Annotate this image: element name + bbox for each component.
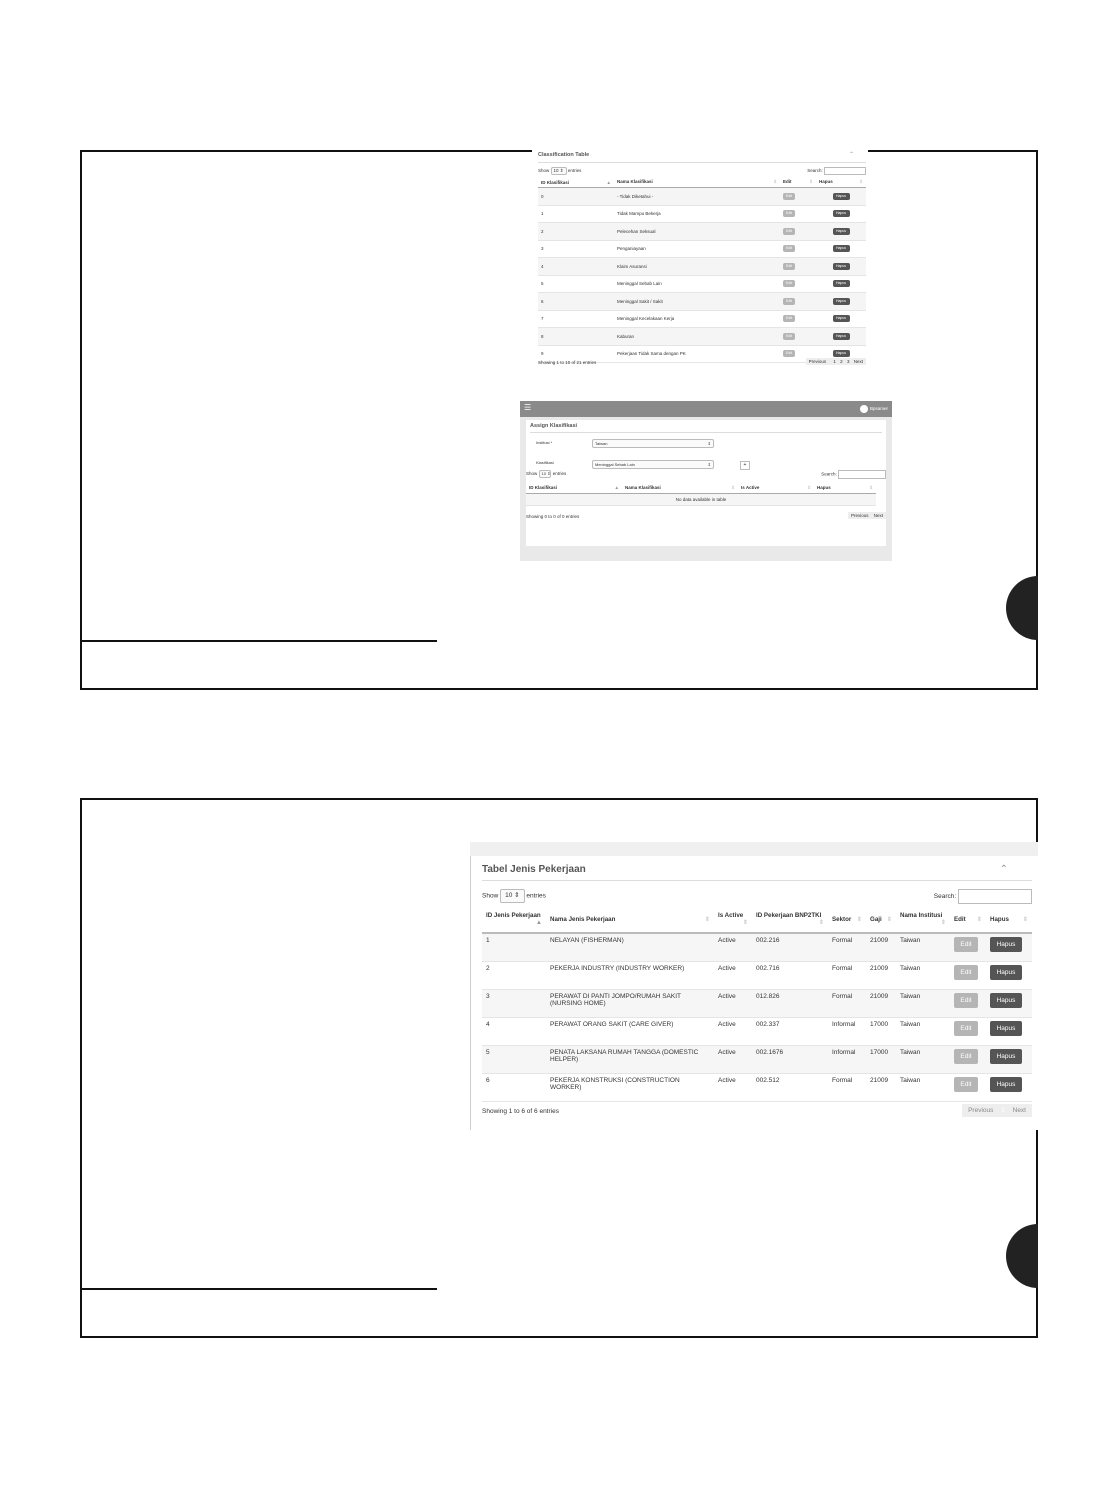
table-info: Showing 1 to 10 of 21 entries	[538, 360, 597, 365]
cell-hapus	[816, 275, 866, 293]
previous-button[interactable]: Previous	[850, 513, 869, 518]
cell-edit	[780, 188, 816, 206]
column-header-id[interactable]: ID Klasifikasi ▲	[538, 177, 614, 188]
page-3-button[interactable]: 3	[846, 359, 850, 364]
cell-hapus	[816, 223, 866, 241]
cell-edit	[950, 962, 986, 990]
cell-edit	[950, 933, 986, 962]
search-input[interactable]	[958, 889, 1032, 904]
edit-button[interactable]: Edit	[783, 298, 795, 305]
cell-name: Meninggal Sakit / Sakit	[614, 293, 780, 311]
hapus-button[interactable]: Hapus	[833, 280, 850, 287]
cell-hapus	[986, 990, 1032, 1018]
page-2-button[interactable]: 2	[840, 359, 843, 364]
cell-active: Active	[714, 933, 752, 962]
cell-active: Active	[714, 1074, 752, 1102]
sort-icon: ⇕	[809, 179, 813, 184]
cell-hapus	[986, 1074, 1032, 1102]
hapus-button[interactable]: Hapus	[990, 1049, 1022, 1064]
divider	[530, 432, 882, 433]
entries-length-control: Show 10 ⇕ entries	[482, 889, 546, 903]
next-button[interactable]: Next	[1012, 1107, 1026, 1114]
sort-icon: ⇕	[731, 484, 735, 490]
edit-button[interactable]: Edit	[783, 210, 795, 217]
search-control: Search:	[807, 167, 866, 175]
cell-gaji: 21009	[866, 933, 896, 962]
cell-id: 9	[538, 345, 614, 363]
cell-name: - Tidak Diketahui -	[614, 188, 780, 206]
cell-hapus	[816, 293, 866, 311]
cell-id: 2	[482, 962, 546, 990]
column-header-gaji[interactable]: Gaji ⇕	[866, 906, 896, 933]
column-header-institusi[interactable]: Nama Institusi ⇕	[896, 906, 950, 933]
cell-active: Active	[714, 962, 752, 990]
cell-hapus	[986, 1018, 1032, 1046]
sort-asc-icon: ▲	[606, 179, 611, 185]
cell-gaji: 17000	[866, 1046, 896, 1074]
top-navbar	[520, 401, 892, 417]
cell-institusi: Taiwan	[896, 990, 950, 1018]
top-strip	[470, 842, 1038, 856]
classification-table-screenshot	[532, 150, 868, 374]
select-arrow-icon: ⇕	[707, 441, 711, 446]
column-header-id[interactable]: ID Jenis Pekerjaan ▲	[482, 906, 546, 933]
table-row	[538, 275, 866, 293]
edit-button[interactable]: Edit	[954, 1049, 978, 1064]
hapus-button[interactable]: Hapus	[833, 333, 850, 340]
side-tab-marker	[1006, 1224, 1038, 1288]
hapus-button[interactable]: Hapus	[990, 937, 1022, 952]
page-1-button[interactable]: 1	[1001, 1107, 1005, 1114]
entries-length-control: Show 10 ⇕ entries	[538, 168, 582, 173]
cell-edit	[780, 240, 816, 258]
edit-button[interactable]: Edit	[954, 1077, 978, 1092]
sort-icon: ⇕	[742, 919, 748, 926]
edit-button[interactable]: Edit	[783, 315, 795, 322]
cell-edit	[950, 1074, 986, 1102]
cell-id: 5	[538, 275, 614, 293]
entries-select[interactable]: 10 ⇕	[551, 167, 567, 175]
entries-select[interactable]: 10 ⇕	[500, 889, 525, 903]
sort-asc-icon: ▲	[535, 919, 542, 926]
sort-icon: ⇕	[940, 919, 946, 926]
previous-button[interactable]: Previous	[968, 1107, 994, 1114]
user-menu[interactable]: Bpsamer	[860, 405, 888, 413]
hamburger-icon[interactable]: ☰	[524, 403, 532, 412]
collapse-chevron-icon[interactable]: ⌃	[999, 864, 1008, 875]
cell-id: 7	[538, 310, 614, 328]
cell-bnp2tki: 002.216	[752, 933, 828, 962]
cell-sektor: Formal	[828, 1074, 866, 1102]
sort-icon: ⇕	[869, 484, 873, 490]
cell-hapus	[986, 1046, 1032, 1074]
hapus-button[interactable]: Hapus	[990, 993, 1022, 1008]
table-row	[482, 990, 1032, 1018]
edit-button[interactable]: Edit	[783, 228, 795, 235]
cell-edit	[950, 990, 986, 1018]
institusi-select[interactable]: Taiwan ⇕	[592, 439, 714, 448]
klasifikasi-label: Klasifikasi	[536, 460, 554, 465]
cell-institusi: Taiwan	[896, 962, 950, 990]
cell-sektor: Formal	[828, 933, 866, 962]
edit-button[interactable]: Edit	[783, 350, 795, 357]
sort-asc-icon: ▲	[614, 485, 619, 490]
table-row	[538, 310, 866, 328]
divider	[482, 880, 1032, 881]
cell-institusi: Taiwan	[896, 1074, 950, 1102]
cell-edit	[780, 275, 816, 293]
column-header-name[interactable]: Nama Jenis Pekerjaan ⇕	[546, 906, 714, 933]
table-row	[482, 962, 1032, 990]
cell-id: 0	[538, 188, 614, 206]
jenis-pekerjaan-screenshot	[470, 842, 1038, 1130]
klasifikasi-select[interactable]: Meninggal Sebab Lain ⇕	[592, 460, 714, 469]
sort-icon: ⇕	[886, 915, 892, 923]
sort-icon: ⇕	[704, 915, 710, 923]
cell-bnp2tki: 002.716	[752, 962, 828, 990]
cell-hapus	[816, 258, 866, 276]
cell-bnp2tki: 002.512	[752, 1074, 828, 1102]
cell-active: Active	[714, 1046, 752, 1074]
hapus-button[interactable]: Hapus	[990, 1077, 1022, 1092]
assign-title: Assign Klasifikasi	[530, 423, 578, 429]
institusi-label: Institusi *	[536, 440, 553, 445]
cell-id: 4	[482, 1018, 546, 1046]
edit-button[interactable]: Edit	[783, 263, 795, 270]
divider	[538, 162, 866, 163]
table-row	[482, 1046, 1032, 1074]
cell-sektor: Informal	[828, 1018, 866, 1046]
cell-name: Kaburan	[614, 328, 780, 346]
cell-name: Klaim Asuransi	[614, 258, 780, 276]
hapus-button[interactable]: Hapus	[833, 263, 850, 270]
column-header-hapus[interactable]: Hapus ⇕	[814, 482, 876, 494]
cell-edit	[950, 1018, 986, 1046]
column-header-active[interactable]: Is Active ⇕	[738, 482, 814, 494]
column-header-hapus[interactable]: Hapus ⇕	[816, 177, 866, 188]
cell-institusi: Taiwan	[896, 933, 950, 962]
column-header-name[interactable]: Nama Klasifikasi ⇕	[622, 482, 738, 494]
edit-button[interactable]: Edit	[954, 937, 978, 952]
page-1-button[interactable]: 1	[833, 359, 836, 364]
cell-id: 4	[538, 258, 614, 276]
cell-name: Meninggal Sebab Lain	[614, 275, 780, 293]
edit-button[interactable]: Edit	[783, 333, 795, 340]
cell-name: PENATA LAKSANA RUMAH TANGGA (DOMESTIC HELPER)	[546, 1046, 714, 1074]
column-header-bnp2tki[interactable]: ID Pekerjaan BNP2TKI ⇕	[752, 906, 828, 933]
cell-hapus	[816, 188, 866, 206]
column-header-id[interactable]: ID Klasifikasi ▲	[526, 482, 622, 494]
table-row	[538, 258, 866, 276]
collapse-chevron-icon[interactable]: ⌃	[848, 152, 854, 158]
footnote-rule	[82, 640, 437, 642]
cell-gaji: 21009	[866, 990, 896, 1018]
hapus-button[interactable]: Hapus	[833, 298, 850, 305]
sort-icon: ⇕	[818, 919, 824, 926]
assign-klasifikasi-screenshot	[520, 401, 892, 561]
sort-icon: ⇕	[856, 915, 862, 923]
cell-name: NELAYAN (FISHERMAN)	[546, 933, 714, 962]
assigned-klasifikasi-table	[526, 482, 876, 506]
cell-id: 1	[482, 933, 546, 962]
hapus-button[interactable]: Hapus	[990, 1021, 1022, 1036]
cell-edit	[780, 328, 816, 346]
column-header-name[interactable]: Nama Klasifikasi ⇕	[614, 177, 780, 188]
cell-hapus	[816, 205, 866, 223]
cell-sektor: Formal	[828, 962, 866, 990]
edit-button[interactable]: Edit	[783, 193, 795, 200]
pagination	[806, 358, 866, 365]
cell-name: PEKERJA INDUSTRY (INDUSTRY WORKER)	[546, 962, 714, 990]
cell-hapus	[816, 240, 866, 258]
pagination	[848, 512, 886, 519]
hapus-button[interactable]: Hapus	[833, 228, 850, 235]
cell-id: 3	[482, 990, 546, 1018]
cell-hapus	[816, 328, 866, 346]
figure-frame-1	[80, 150, 1038, 690]
pagination	[962, 1104, 1032, 1117]
next-button[interactable]: Next	[873, 513, 883, 518]
hapus-button[interactable]: Hapus	[833, 350, 850, 357]
table-row	[538, 240, 866, 258]
cell-active: Active	[714, 990, 752, 1018]
cell-bnp2tki: 002.337	[752, 1018, 828, 1046]
search-input[interactable]	[838, 470, 886, 479]
hapus-button[interactable]: Hapus	[833, 245, 850, 252]
cell-edit	[780, 258, 816, 276]
edit-button[interactable]: Edit	[954, 965, 978, 980]
cell-id: 6	[482, 1074, 546, 1102]
cell-name: PEKERJA KONSTRUKSI (CONSTRUCTION WORKER)	[546, 1074, 714, 1102]
previous-button[interactable]: Previous	[808, 359, 827, 364]
sort-icon: ⇕	[773, 179, 777, 184]
cell-name: Pekerjaan Tidak Sama dengan PK	[614, 345, 780, 363]
entries-length-control: Show 10 ⇕ entries	[526, 471, 567, 476]
cell-institusi: Taiwan	[896, 1018, 950, 1046]
table-row	[538, 205, 866, 223]
cell-name: Pelecehan Seksual	[614, 223, 780, 241]
table-info: Showing 0 to 0 of 0 entries	[526, 514, 580, 519]
jenis-pekerjaan-table	[482, 906, 1032, 1102]
table-row	[538, 293, 866, 311]
figure-frame-2	[80, 798, 1038, 1338]
jenis-pekerjaan-title: Tabel Jenis Pekerjaan	[482, 864, 586, 875]
column-header-active[interactable]: Is Active ⇕	[714, 906, 752, 933]
classification-table	[538, 177, 866, 363]
cell-name: Tidak Mampu Bekerja	[614, 205, 780, 223]
select-arrow-icon: ⇕	[707, 462, 711, 467]
cell-hapus	[986, 962, 1032, 990]
side-tab-marker	[1006, 576, 1038, 640]
cell-institusi: Taiwan	[896, 1046, 950, 1074]
sort-icon: ⇕	[807, 484, 811, 490]
edit-button[interactable]: Edit	[954, 993, 978, 1008]
divider	[470, 856, 471, 1130]
hapus-button[interactable]: Hapus	[833, 315, 850, 322]
table-row	[538, 328, 866, 346]
cell-edit	[780, 223, 816, 241]
cell-name: Penganiayaan	[614, 240, 780, 258]
search-input[interactable]	[824, 167, 866, 175]
cell-name: PERAWAT DI PANTI JOMPO/RUMAH SAKIT (NURSING HOME)	[546, 990, 714, 1018]
avatar	[860, 405, 868, 413]
cell-active: Active	[714, 1018, 752, 1046]
add-button[interactable]: +	[740, 461, 750, 470]
table-row	[482, 1074, 1032, 1102]
search-control: Search:	[934, 889, 1032, 904]
cell-gaji: 21009	[866, 962, 896, 990]
edit-button[interactable]: Edit	[783, 280, 795, 287]
column-header-sektor[interactable]: Sektor ⇕	[828, 906, 866, 933]
cell-gaji: 21009	[866, 1074, 896, 1102]
cell-edit	[780, 310, 816, 328]
edit-button[interactable]: Edit	[783, 245, 795, 252]
cell-edit	[780, 205, 816, 223]
cell-name: PERAWAT ORANG SAKIT (CARE GIVER)	[546, 1018, 714, 1046]
cell-gaji: 17000	[866, 1018, 896, 1046]
footnote-rule	[82, 1288, 437, 1290]
column-header-edit[interactable]: Edit ⇕	[780, 177, 816, 188]
cell-id: 1	[538, 205, 614, 223]
cell-id: 5	[482, 1046, 546, 1074]
empty-table-message: No data available in table	[526, 494, 876, 506]
cell-id: 2	[538, 223, 614, 241]
entries-select[interactable]: 10 ⇕	[539, 470, 552, 478]
hapus-button[interactable]: Hapus	[990, 965, 1022, 980]
cell-id: 6	[538, 293, 614, 311]
sort-icon: ⇕	[859, 179, 863, 184]
cell-bnp2tki: 002.1676	[752, 1046, 828, 1074]
cell-hapus	[986, 933, 1032, 962]
column-header-hapus[interactable]: Hapus ⇕	[986, 906, 1032, 933]
search-control: Search:	[821, 470, 886, 479]
table-row	[482, 933, 1032, 962]
cell-edit	[950, 1046, 986, 1074]
table-row	[538, 223, 866, 241]
edit-button[interactable]: Edit	[954, 1021, 978, 1036]
table-row	[538, 188, 866, 206]
cell-name: Meninggal Kecelakaan Kerja	[614, 310, 780, 328]
table-info: Showing 1 to 6 of 6 entries	[482, 1108, 559, 1115]
classification-table-title: Classification Table	[538, 152, 590, 158]
hapus-button[interactable]: Hapus	[833, 210, 850, 217]
cell-bnp2tki: 012.826	[752, 990, 828, 1018]
cell-sektor: Informal	[828, 1046, 866, 1074]
next-button[interactable]: Next	[853, 359, 863, 364]
sort-icon: ⇕	[976, 915, 982, 923]
cell-edit	[780, 293, 816, 311]
cell-sektor: Formal	[828, 990, 866, 1018]
table-row	[482, 1018, 1032, 1046]
cell-id: 3	[538, 240, 614, 258]
cell-id: 8	[538, 328, 614, 346]
hapus-button[interactable]: Hapus	[833, 193, 850, 200]
sort-icon: ⇕	[1022, 915, 1028, 923]
cell-hapus	[816, 310, 866, 328]
column-header-edit[interactable]: Edit ⇕	[950, 906, 986, 933]
